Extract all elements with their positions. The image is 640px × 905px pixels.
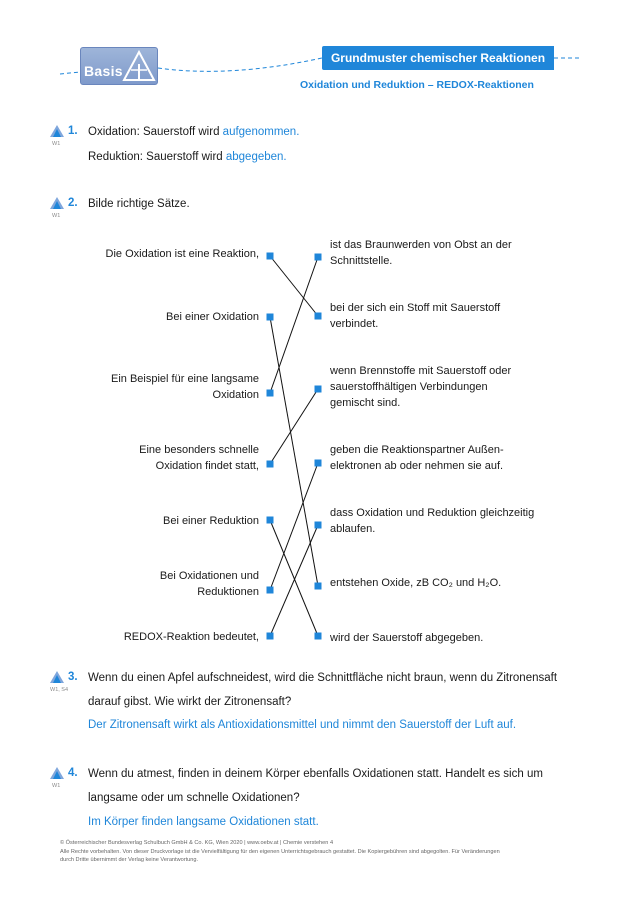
left-statement: REDOX-Reaktion bedeutet, <box>123 631 259 643</box>
footer-rights: Alle Rechte vorbehalten. Von dieser Druckvorlage ist die Vervielfältigung für den eigenen Unterrichtsgebrauch gestattet. Die Kopiergebühren sind abgegolten. Für Veränderungen <box>60 849 500 855</box>
right-statement: dass Oxidation und Reduktion gleichzeitig ablaufen. <box>330 507 535 535</box>
footer-disclaimer: durch Dritte übernimmt der Verlag keine Verantwortung. <box>60 857 199 863</box>
right-match-box[interactable] <box>315 460 322 467</box>
right-match-box[interactable] <box>315 522 322 529</box>
q4-question-line1: Wenn du atmest, finden in deinem Körper ebenfalls Oxidationen statt. Handelt es sich um <box>88 768 543 780</box>
right-statement: bei der sich ein Stoff mit Sauerstoff verbindet. <box>330 302 501 330</box>
q4-question-line2: langsame oder um schnelle Oxidationen? <box>88 792 300 804</box>
right-statement: entstehen Oxide, zB CO₂ und H₂O. <box>330 577 502 589</box>
page-title: Grundmuster chemischer Reaktionen <box>322 46 554 70</box>
q3-answer: Der Zitronensaft wirkt als Antioxidationsmittel und nimmt den Sauerstoff der Luft auf. <box>88 719 517 731</box>
competence-label: W1, S4 <box>50 687 69 693</box>
question-number: 2. <box>68 197 78 209</box>
left-statement: Die Oxidation ist eine Reaktion, <box>105 248 259 260</box>
right-statement: geben die Reaktionspartner Außen- elektronen ab oder nehmen sie auf. <box>330 444 504 472</box>
logo-text: Basis <box>84 63 123 79</box>
q1-answer-1: aufgenommen. <box>222 126 300 138</box>
difficulty-icon <box>50 671 64 683</box>
left-match-box[interactable] <box>267 461 274 468</box>
q1-answer-2: abgegeben. <box>225 151 287 163</box>
q4-answer: Im Körper finden langsame Oxidationen statt. <box>88 816 319 828</box>
left-statement: Bei einer Reduktion <box>162 515 259 527</box>
q1-line1: Oxidation: Sauerstoff wird aufgenommen. <box>88 126 300 138</box>
right-match-box[interactable] <box>315 583 322 590</box>
q3-question-line1: Wenn du einen Apfel aufschneidest, wird die Schnittfläche nicht braun, wenn du Zitronensaft <box>88 672 558 684</box>
question-number: 1. <box>68 125 78 137</box>
left-statement: Ein Beispiel für eine langsame Oxidation <box>111 373 259 401</box>
difficulty-icon <box>50 767 64 779</box>
left-match-box[interactable] <box>267 587 274 594</box>
right-match-box[interactable] <box>315 313 322 320</box>
left-statement: Eine besonders schnelle Oxidation findet statt, <box>139 444 259 472</box>
left-statement: Bei einer Oxidation <box>166 311 259 323</box>
competence-label: W1 <box>52 141 61 147</box>
question-number: 3. <box>68 671 78 683</box>
left-match-box[interactable] <box>267 314 274 321</box>
right-match-box[interactable] <box>315 386 322 393</box>
right-statement: wird der Sauerstoff abgegeben. <box>330 632 484 644</box>
left-match-box[interactable] <box>267 253 274 260</box>
left-match-box[interactable] <box>267 390 274 397</box>
question-number: 4. <box>68 767 78 779</box>
left-statement: Bei Oxidationen und Reduktionen <box>159 570 259 598</box>
footer-copyright: © Österreichischer Bundesverlag Schulbuch GmbH & Co. KG, Wien 2020 | www.oebv.at | Chemie verstehen 4 <box>60 840 334 846</box>
competence-label: W1 <box>52 213 61 219</box>
match-line <box>270 463 318 590</box>
page-subtitle: Oxidation und Reduktion – REDOX-Reaktionen <box>300 79 534 91</box>
competence-label: W1 <box>52 783 61 789</box>
q3-question-line2: darauf gibst. Wie wirkt der Zitronensaft? <box>88 696 292 708</box>
right-match-box[interactable] <box>315 633 322 640</box>
right-match-box[interactable] <box>315 254 322 261</box>
left-match-box[interactable] <box>267 633 274 640</box>
q2-instruction: Bilde richtige Sätze. <box>88 198 190 210</box>
q1-line2: Reduktion: Sauerstoff wird abgegeben. <box>88 151 287 163</box>
match-line <box>270 317 318 586</box>
right-statement: wenn Brennstoffe mit Sauerstoff oder sauerstoffhältigen Verbindungen gemischt sind. <box>330 365 512 409</box>
left-match-box[interactable] <box>267 517 274 524</box>
match-line <box>270 256 318 316</box>
right-statement: ist das Braunwerden von Obst an der Schnittstelle. <box>330 239 512 267</box>
match-line <box>270 257 318 393</box>
